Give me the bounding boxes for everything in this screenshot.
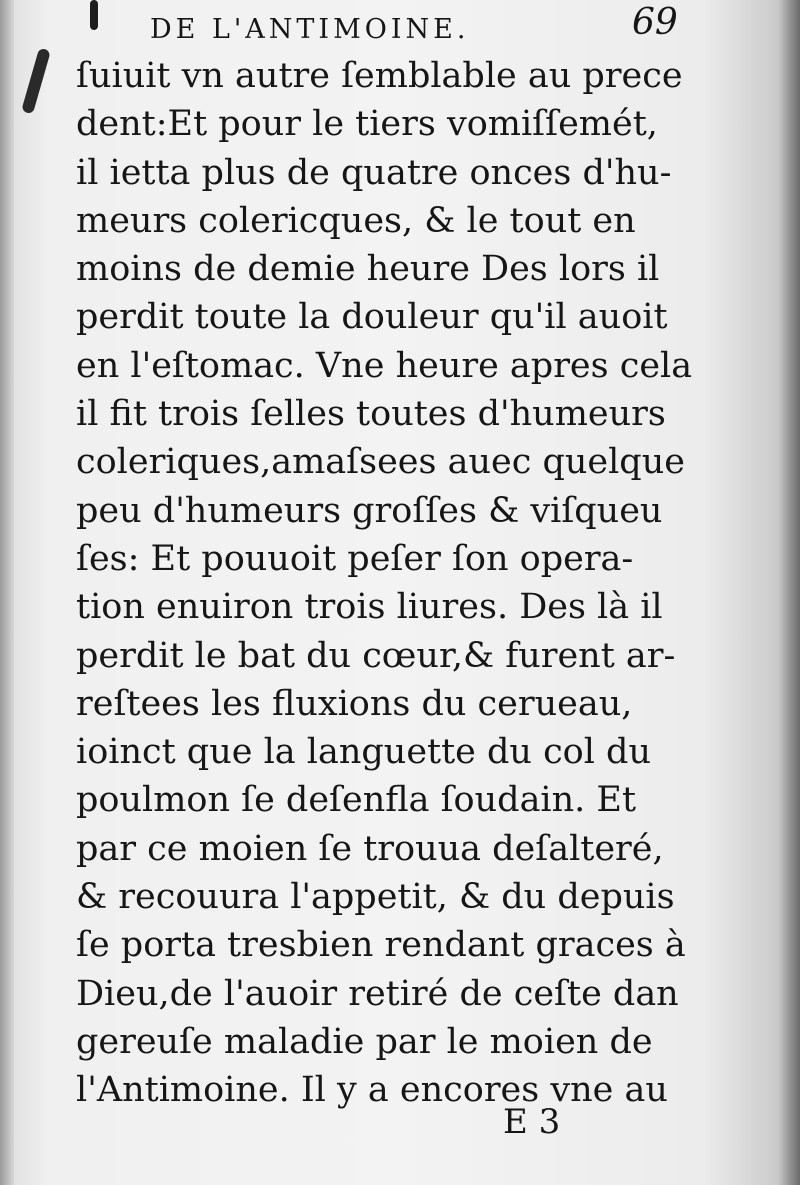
ink-stain-margin bbox=[21, 48, 51, 115]
text-line: il fit trois ſelles toutes d'humeurs bbox=[76, 394, 666, 435]
text-line: ioinct que la languette du col du bbox=[76, 732, 652, 773]
page-gutter-shadow bbox=[0, 0, 14, 1185]
text-line: tion enuiron trois liures. Des là il bbox=[76, 587, 663, 628]
text-line: poulmon ſe deſenfla ſoudain. Et bbox=[76, 780, 637, 821]
text-line: reſtees les fluxions du cerueau, bbox=[76, 683, 633, 724]
body-text bbox=[76, 52, 716, 1115]
text-line: l'Antimoine. Il y a encores vne au bbox=[76, 1070, 668, 1111]
signature-mark: E 3 bbox=[503, 1102, 561, 1142]
text-line: moins de demie heure Des lors il bbox=[76, 249, 660, 290]
running-header: DE L'ANTIMOINE. bbox=[150, 14, 470, 45]
ink-stain-top bbox=[90, 0, 98, 30]
page-number: 69 bbox=[632, 2, 678, 43]
text-line: coleriques,amaſsees auec quelque bbox=[76, 442, 685, 483]
text-line: meurs colericques, & le tout en bbox=[76, 200, 636, 241]
text-line: peu d'humeurs groſſes & viſqueu bbox=[76, 490, 663, 531]
text-line: en l'eſtomac. Vne heure apres cela bbox=[76, 345, 693, 386]
text-line: il ietta plus de quatre onces d'hu- bbox=[76, 152, 672, 193]
text-line: gereuſe maladie par le moien de bbox=[76, 1021, 653, 1062]
text-line: & recouura l'appetit, & du depuis bbox=[76, 877, 675, 918]
text-line: perdit toute la douleur qu'il auoit bbox=[76, 297, 668, 338]
text-line: ſes: Et pouuoit peſer ſon opera- bbox=[76, 538, 634, 579]
text-line: ſe porta tresbien rendant graces à bbox=[76, 925, 686, 966]
text-line: dent:Et pour le tiers vomiſſemét, bbox=[76, 104, 658, 145]
page-edge-shadow bbox=[778, 0, 800, 1185]
text-line: Dieu,de l'auoir retiré de ceſte dan bbox=[76, 973, 679, 1014]
text-line: par ce moien ſe trouua deſalteré, bbox=[76, 828, 664, 869]
text-line: ſuiuit vn autre ſemblable au prece bbox=[76, 56, 683, 96]
text-line: perdit le bat du cœur,& furent ar- bbox=[76, 635, 676, 676]
